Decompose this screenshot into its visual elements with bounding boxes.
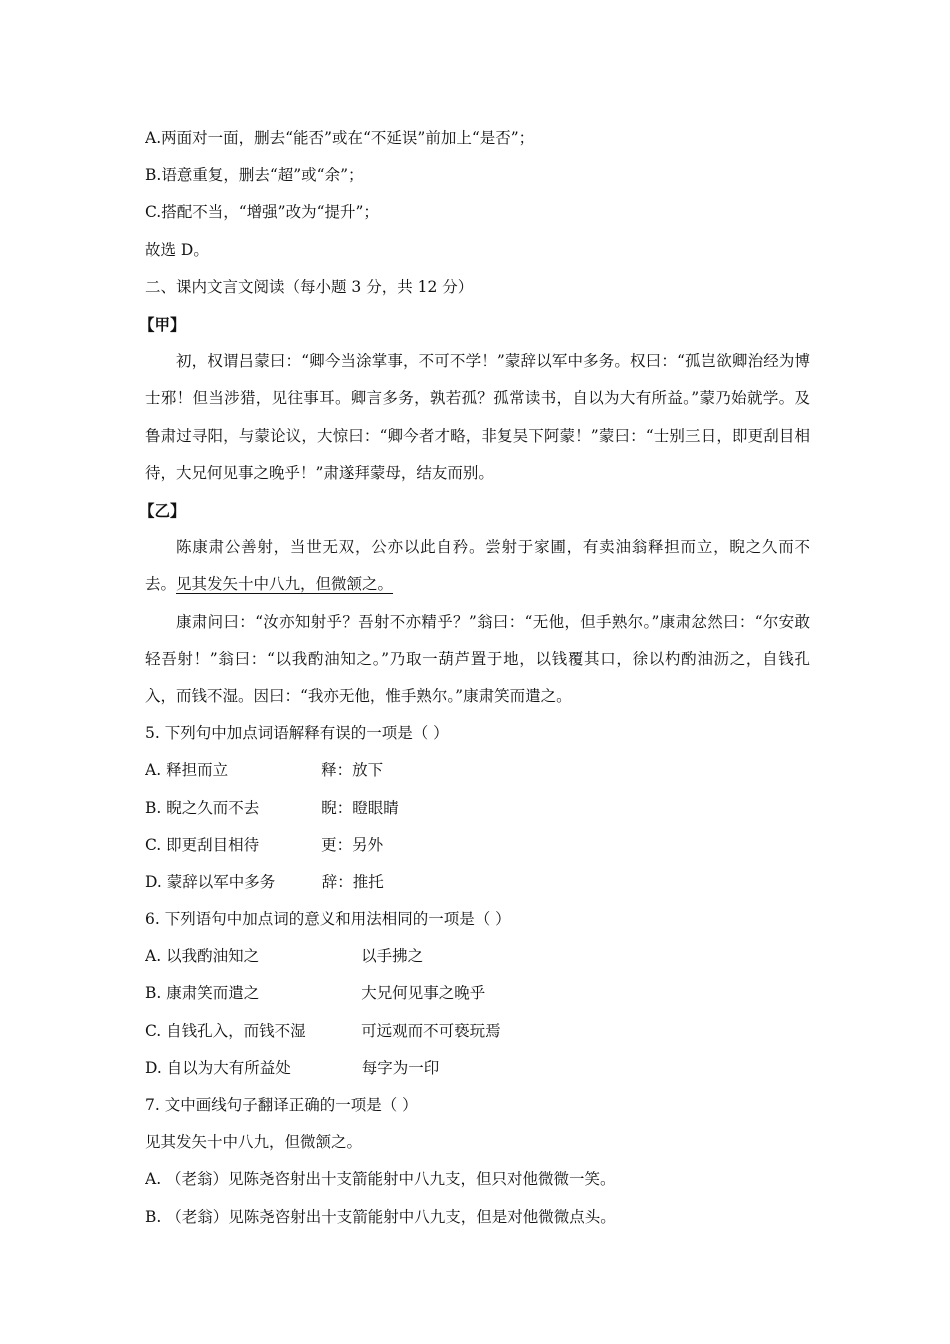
option-left: 以我酌油知之 — [166, 947, 260, 966]
option-letter: B. — [145, 984, 162, 1003]
question-7-stem: 7. 文中画线句子翻译正确的一项是（ ） — [145, 1096, 418, 1115]
question-5-option-c — [145, 827, 810, 864]
option-letter: A. — [145, 761, 162, 780]
passage-yi-paragraph-2: 康肃问曰：“汝亦知射乎？吾射不亦精乎？”翁曰：“无他，但手熟尔。”康肃忿然曰：“尔安敢轻吾射！”翁曰：“以我酌油知之。”乃取一葫芦置于地，以钱覆其口，徐以杓酌油沥之，自钱孔入，而钱不湿。因曰：“我亦无他，惟手熟尔。”康肃笑而遣之。 — [145, 612, 810, 705]
option-letter: D. — [145, 872, 162, 891]
question-7-option-b: B. （老翁）见陈尧咨射出十支箭能射中八九支，但是对他微微点头。 — [145, 1207, 616, 1226]
option-phrase: 释担而立 — [166, 761, 229, 780]
underlined-sentence: 见其发矢十中八九，但微颔之。 — [176, 575, 394, 594]
option-phrase: 睨之久而不去 — [166, 798, 260, 817]
option-gloss: 睨：瞪眼睛 — [321, 798, 399, 817]
question-5-option-d — [145, 864, 810, 901]
answer-conclusion: 故选 D。 — [145, 240, 209, 259]
option-left: 自以为大有所益处 — [166, 1058, 291, 1077]
answer-line-c: C.搭配不当，“增强”改为“提升”； — [145, 203, 379, 222]
option-letter: C. — [145, 1021, 162, 1040]
question-6-option-d — [145, 1050, 810, 1087]
question-5-stem: 5. 下列句中加点词语解释有误的一项是（ ） — [145, 724, 449, 743]
question-6-stem: 6. 下列语句中加点词的意义和用法相同的一项是（ ） — [145, 910, 511, 929]
option-letter: A. — [145, 947, 162, 966]
passage-yi-paragraph-1 — [145, 529, 810, 603]
passage-jia-text: 初，权谓吕蒙曰：“卿今当涂掌事，不可不学！”蒙辞以军中多务。权曰：“孤岂欲卿治经为博士邪！但当涉猎，见往事耳。卿言多务，孰若孤？孤常读书，自以为大有所益。”蒙乃始就学。及鲁肃过寻阳，与蒙论议，大惊曰：“卿今者才略，非复吴下阿蒙！”蒙曰：“士别三日，即更刮目相待，大兄何见事之晚乎！”肃遂拜蒙母，结友而别。 — [145, 352, 810, 482]
option-gloss: 更：另外 — [321, 835, 384, 854]
answer-line-b: B.语意重复，删去“超”或“余”； — [145, 166, 364, 185]
option-right: 以手拂之 — [361, 947, 424, 966]
option-left: 康肃笑而遣之 — [166, 984, 260, 1003]
option-gloss: 释：放下 — [321, 761, 384, 780]
option-gloss: 辞：推托 — [321, 872, 384, 891]
option-phrase: 即更刮目相待 — [166, 835, 260, 854]
question-6-option-a — [145, 938, 810, 975]
option-phrase: 蒙辞以军中多务 — [166, 872, 276, 891]
option-letter: D. — [145, 1058, 162, 1077]
option-left: 自钱孔入，而钱不湿 — [166, 1021, 306, 1040]
passage-yi-label: 【乙】 — [139, 500, 186, 520]
option-right: 大兄何见事之晚乎 — [361, 984, 486, 1003]
option-letter: B. — [145, 798, 162, 817]
question-5-option-a — [145, 752, 810, 789]
option-letter: C. — [145, 835, 162, 854]
question-6-option-c — [145, 1013, 810, 1050]
passage-yi-text: 陈康肃公善射，当世无双，公亦以此自矜。尝射于家圃，有卖油翁释担而立，睨之久而不去。 — [145, 538, 810, 594]
document-page — [139, 120, 810, 1236]
passage-jia-label: 【甲】 — [139, 314, 186, 334]
option-right: 可远观而不可亵玩焉 — [361, 1021, 501, 1040]
section-heading: 二、课内文言文阅读（每小题 3 分，共 12 分） — [145, 277, 474, 296]
option-right: 每字为一印 — [361, 1058, 440, 1077]
question-7-sentence: 见其发矢十中八九，但微颔之。 — [145, 1133, 363, 1152]
answer-line-a: A.两面对一面，删去“能否”或在“不延误”前加上“是否”； — [145, 129, 535, 147]
question-6-option-b — [145, 975, 810, 1012]
question-7-option-a: A. （老翁）见陈尧咨射出十支箭能射中八九支，但只对他微微一笑。 — [145, 1170, 616, 1189]
question-5-option-b — [145, 790, 810, 827]
